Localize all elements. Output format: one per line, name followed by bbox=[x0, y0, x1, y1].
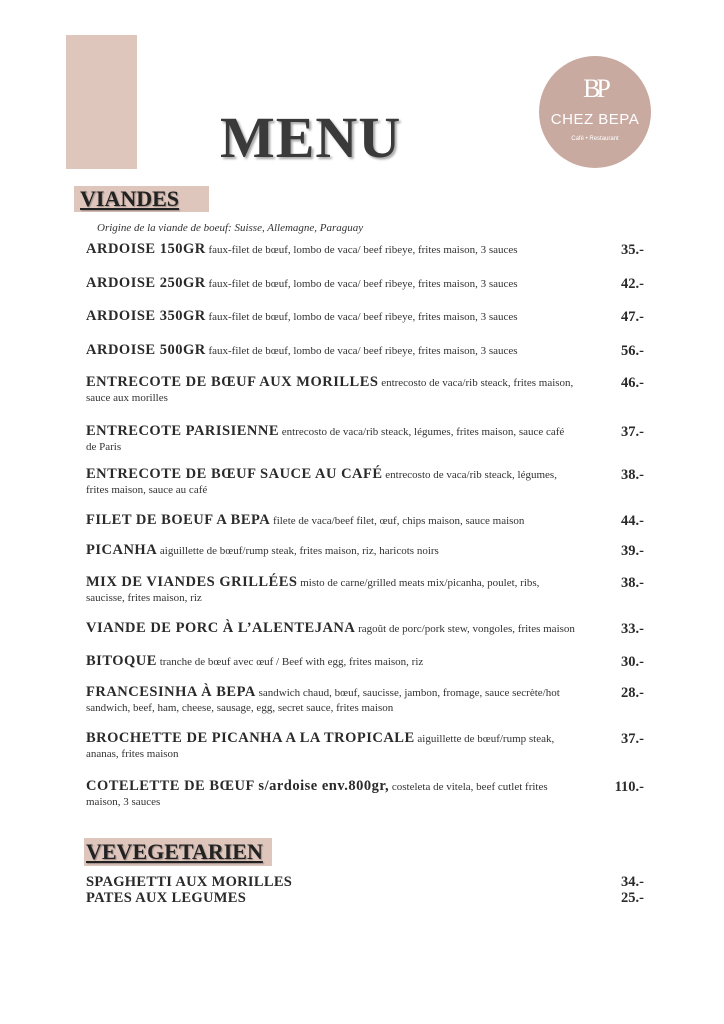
menu-item-price: 44.- bbox=[621, 513, 644, 529]
menu-item: ARDOISE 500GR faux-filet de bœuf, lombo de vaca/ beef ribeye, frites maison, 3 sauces bbox=[86, 342, 518, 358]
menu-item-price: 110.- bbox=[614, 779, 644, 795]
menu-item: ARDOISE 250GR faux-filet de bœuf, lombo de vaca/ beef ribeye, frites maison, 3 sauces bbox=[86, 275, 518, 291]
menu-item: ARDOISE 150GR faux-filet de bœuf, lombo de vaca/ beef ribeye, frites maison, 3 sauces bbox=[86, 241, 518, 257]
menu-item-price: 28.- bbox=[621, 685, 644, 701]
menu-item-price: 30.- bbox=[621, 654, 644, 670]
menu-item: PATES AUX LEGUMES bbox=[86, 890, 247, 906]
menu-item-price: 46.- bbox=[621, 375, 644, 391]
logo bbox=[539, 56, 651, 168]
menu-item: FRANCESINHA À BEPA sandwich chaud, bœuf, saucisse, jambon, fromage, sauce secrète/hot sandwich, beef, ham, cheese, sausage, egg, secret sauce, frites maison bbox=[86, 684, 560, 714]
menu-item: BROCHETTE DE PICANHA A LA TROPICALE aiguillette de bœuf/rump steak, ananas, frites maison bbox=[86, 730, 555, 760]
menu-item-price: 35.- bbox=[621, 242, 644, 258]
menu-item-price: 42.- bbox=[621, 276, 644, 292]
menu-item: ENTRECOTE PARISIENNE entrecosto de vaca/rib steack, légumes, frites maison, sauce café de Paris bbox=[86, 423, 565, 453]
menu-item: BITOQUE tranche de bœuf avec œuf / Beef with egg, frites maison, riz bbox=[86, 653, 424, 669]
logo-tagline: Café • Restaurant bbox=[571, 136, 619, 142]
section-heading-meats: VIANDES bbox=[74, 186, 209, 212]
menu-item-price: 25.- bbox=[621, 890, 644, 906]
menu-item: COTELETTE DE BŒUF s/ardoise env.800gr, costeleta de vitela, beef cutlet frites maison, 3 sauces bbox=[86, 778, 548, 808]
logo-name: CHEZ BEPA bbox=[550, 111, 640, 128]
menu-item-price: 56.- bbox=[621, 343, 644, 359]
menu-item-price: 38.- bbox=[621, 467, 644, 483]
menu-item: PICANHA aiguillette de bœuf/rump steak, frites maison, riz, haricots noirs bbox=[86, 542, 439, 558]
menu-item-price: 39.- bbox=[621, 543, 644, 559]
menu-item: VIANDE DE PORC À L’ALENTEJANA ragoût de porc/pork stew, vongoles, frites maison bbox=[86, 620, 575, 636]
meat-origin-note: Origine de la viande de boeuf: Suisse, Allemagne, Paraguay bbox=[97, 222, 364, 234]
menu-item-price: 34.- bbox=[621, 874, 644, 890]
menu-item: FILET DE BOEUF A BEPA filete de vaca/beef filet, œuf, chips maison, sauce maison bbox=[86, 512, 525, 528]
menu-item-price: 37.- bbox=[621, 731, 644, 747]
page-title: MENU bbox=[220, 105, 402, 170]
menu-item-price: 33.- bbox=[621, 621, 644, 637]
section-heading-vegetarian: VEVEGETARIEN bbox=[84, 838, 272, 866]
menu-item-price: 47.- bbox=[621, 309, 644, 325]
menu-item-price: 37.- bbox=[621, 424, 644, 440]
menu-item: ENTRECOTE DE BŒUF SAUCE AU CAFÉ entrecosto de vaca/rib steack, légumes, frites maison, sauce au café bbox=[86, 466, 557, 496]
menu-item-price: 38.- bbox=[621, 575, 644, 591]
menu-item: ENTRECOTE DE BŒUF AUX MORILLES entrecosto de vaca/rib steack, frites maison, sauce aux morilles bbox=[86, 374, 574, 404]
decorative-block bbox=[66, 35, 137, 169]
menu-item: MIX DE VIANDES GRILLÉES misto de carne/grilled meats mix/picanha, poulet, ribs, saucisse, frites maison, riz bbox=[86, 574, 540, 604]
menu-item: ARDOISE 350GR faux-filet de bœuf, lombo de vaca/ beef ribeye, frites maison, 3 sauces bbox=[86, 308, 518, 324]
menu-item: SPAGHETTI AUX MORILLES bbox=[86, 874, 293, 890]
logo-monogram: BP bbox=[583, 74, 607, 103]
